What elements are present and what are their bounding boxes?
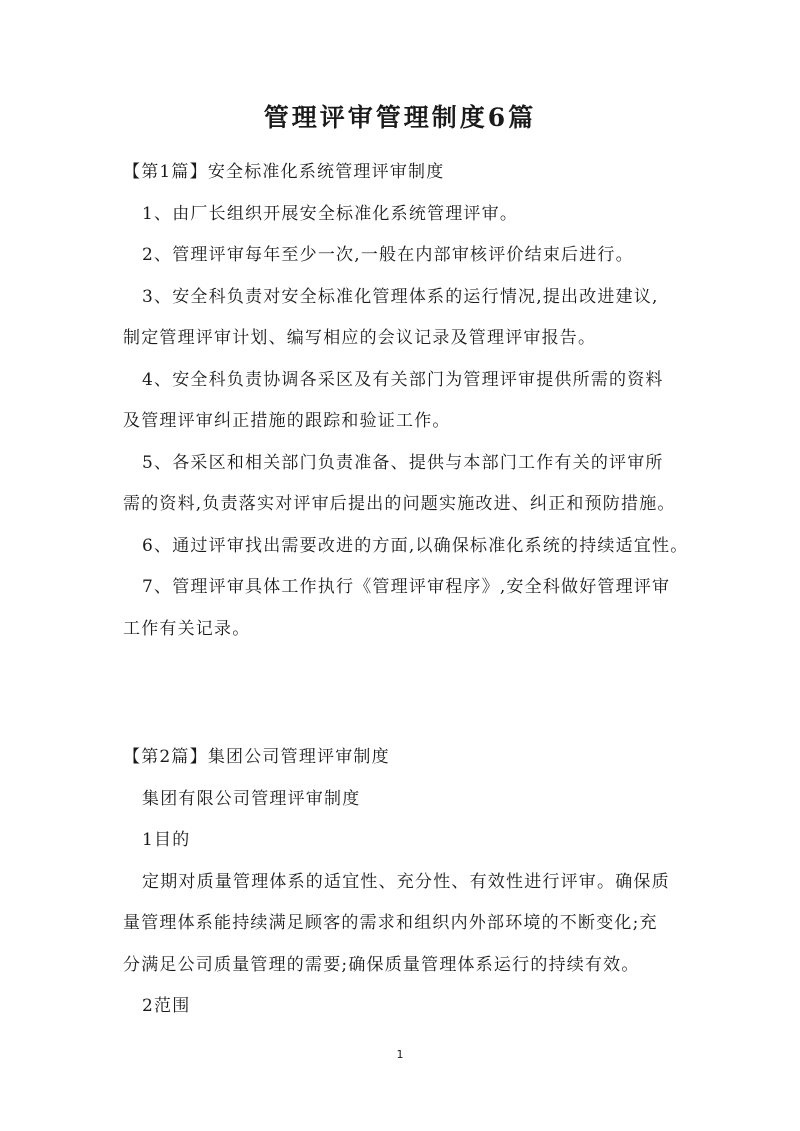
paragraph-line: 4、安全科负责协调各采区及有关部门为管理评审提供所需的资料 (142, 370, 664, 390)
paragraph-line: 1、由厂长组织开展安全标准化系统管理评审。 (142, 204, 519, 224)
paragraph-line: 2范围 (142, 996, 191, 1016)
paragraph-line: 及管理评审纠正措施的跟踪和验证工作。 (123, 411, 451, 431)
paragraph-line: 6、通过评审找出需要改进的方面,以确保标准化系统的持续适宜性。 (142, 536, 689, 556)
paragraph-line: 定期对质量管理体系的适宜性、充分性、有效性进行评审。确保质 (142, 872, 670, 892)
paragraph-line: 需的资料,负责落实对评审后提出的问题实施改进、纠正和预防措施。 (123, 494, 676, 514)
paragraph-line: 3、安全科负责对安全标准化管理体系的运行情况,提出改进建议, (142, 287, 659, 307)
section-heading-2: 【第2篇】集团公司管理评审制度 (123, 747, 390, 767)
page-title: 管理评审管理制度6篇 (263, 103, 537, 132)
paragraph-line: 分满足公司质量管理的需要;确保质量管理体系运行的持续有效。 (123, 955, 640, 975)
paragraph-line: 7、管理评审具体工作执行《管理评审程序》,安全科做好管理评审 (142, 577, 671, 597)
paragraph-line: 工作有关记录。 (123, 619, 251, 639)
paragraph-line: 制定管理评审计划、编写相应的会议记录及管理评审报告。 (123, 328, 597, 348)
paragraph-line: 1目的 (142, 830, 191, 850)
paragraph-line: 5、各采区和相关部门负责准备、提供与本部门工作有关的评审所 (142, 453, 664, 473)
paragraph-line: 2、管理评审每年至少一次,一般在内部审核评价结束后进行。 (142, 245, 634, 265)
paragraph-line: 集团有限公司管理评审制度 (142, 789, 361, 809)
section-heading-1: 【第1篇】安全标准化系统管理评审制度 (123, 162, 445, 182)
paragraph-line: 量管理体系能持续满足顾客的需求和组织内外部环境的不断变化;充 (123, 913, 658, 933)
page-number: 1 (396, 1048, 404, 1061)
